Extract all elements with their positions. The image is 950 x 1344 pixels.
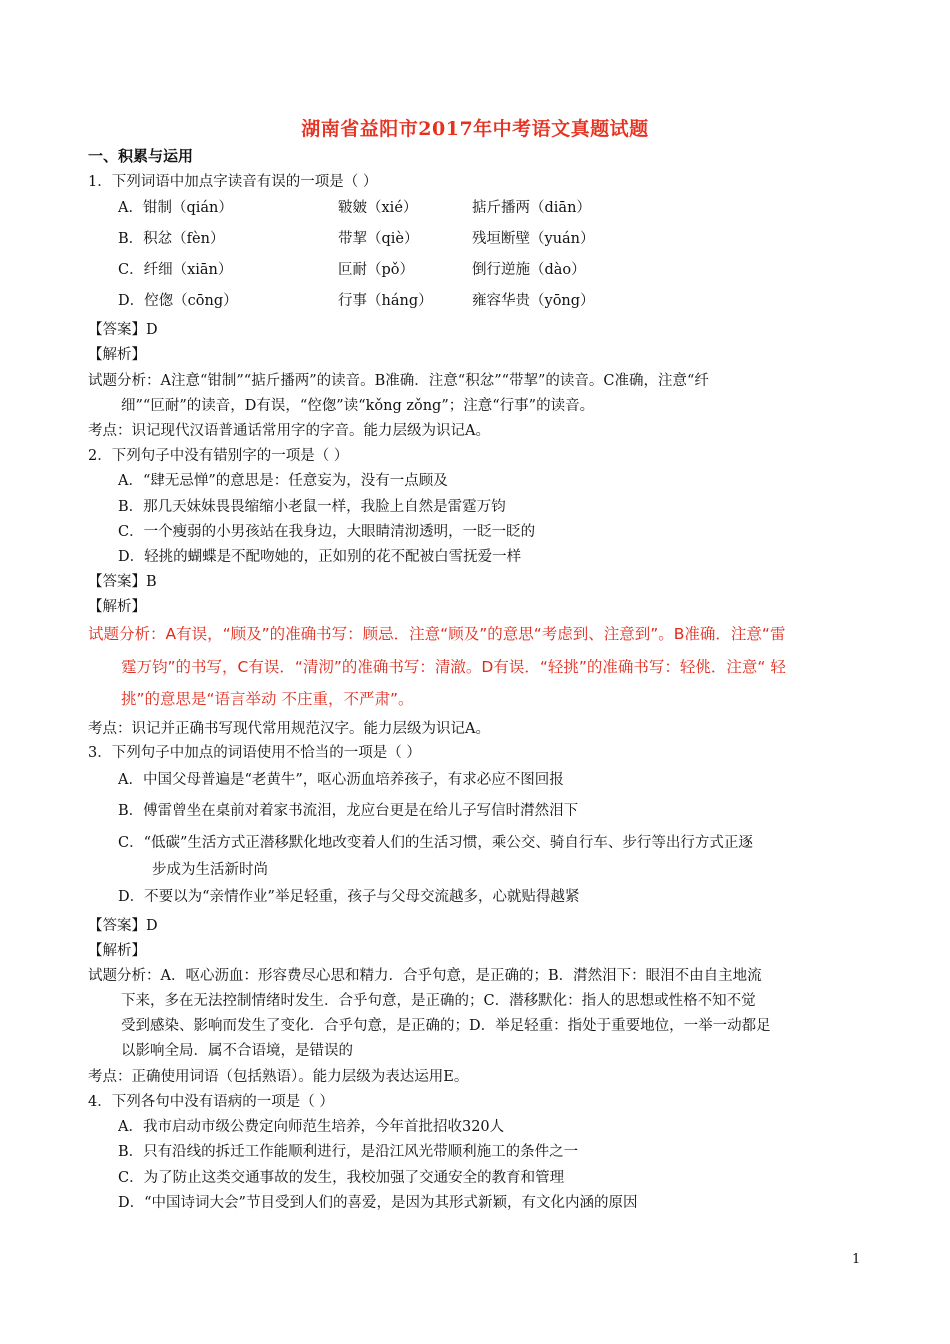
question-3-analysis-line: 以影响全局．属不合语境，是错误的 <box>121 1043 353 1059</box>
question-1-option-d-col3: 雍容华贵（yōng） <box>472 293 595 309</box>
section-heading: 一、积累与运用 <box>88 147 194 165</box>
question-1-option-a-col1: A．钳制（qián） <box>118 200 233 216</box>
question-2-analysis-tag: 【解析】 <box>88 599 146 615</box>
question-1-analysis-line: 试题分析：A注意“钳制”“掂斤播两”的读音。B准确．注意“积忿”“带挈”的读音。C准确，注意“纤 <box>88 373 709 389</box>
question-2-answer: 【答案】B <box>88 574 157 590</box>
question-2-analysis-line: 霆万钧”的书写，C有误．“清沏”的准确书写：清澈。D有误．“轻挑”的准确书写：轻佻．注意“ 轻 <box>121 658 786 676</box>
question-3-kaodian: 考点：正确使用词语（包括熟语）。能力层级为表达运用E。 <box>88 1069 469 1085</box>
question-1-option-a-col2: 皲皴（xié） <box>338 200 418 216</box>
question-1-option-c-col3: 倒行逆施（dào） <box>472 262 586 278</box>
question-1-kaodian: 考点：识记现代汉语普通话常用字的字音。能力层级为识记A。 <box>88 423 490 439</box>
question-4-option-a: A．我市启动市级公费定向师范生培养，今年首批招收320人 <box>118 1119 505 1135</box>
question-1-option-b-col1: B．积忿（fèn） <box>118 231 225 247</box>
question-4-option-c: C．为了防止这类交通事故的发生，我校加强了交通安全的教育和管理 <box>118 1170 565 1186</box>
question-3-option-c: C．“低碳”生活方式正潜移默化地改变着人们的生活习惯，乘公交、骑自行车、步行等出行方式正逐 <box>118 835 753 851</box>
question-1-option-c-col1: C．纤细（xiān） <box>118 262 233 278</box>
question-3-stem: 3．下列句子中加点的词语使用不恰当的一项是（ ） <box>88 745 421 761</box>
question-1-option-d-col2: 行事（háng） <box>338 293 433 309</box>
question-3-option-d: D．不要以为“亲情作业”举足轻重，孩子与父母交流越多，心就贴得越紧 <box>118 889 580 905</box>
question-3-analysis-line: 下来，多在无法控制情绪时发生．合乎句意，是正确的；C．潜移默化：指人的思想或性格不知不觉 <box>121 993 756 1009</box>
question-4-option-d: D．“中国诗词大会”节目受到人们的喜爱，是因为其形式新颖，有文化内涵的原因 <box>118 1195 638 1211</box>
question-1-option-b-col3: 残垣断壁（yuán） <box>472 231 595 247</box>
question-1-option-d-col1: D．倥偬（cōng） <box>118 293 238 309</box>
question-2-option-b: B．那几天妹妹畏畏缩缩小老鼠一样，我脸上自然是雷霆万钧 <box>118 499 506 515</box>
question-1-option-c-col2: 叵耐（pǒ） <box>338 262 415 278</box>
question-2-stem: 2．下列句子中没有错别字的一项是（ ） <box>88 448 349 464</box>
question-4-stem: 4．下列各句中没有语病的一项是（ ） <box>88 1094 334 1110</box>
question-2-option-a: A．“肆无忌惮”的意思是：任意妄为，没有一点顾及 <box>118 473 448 489</box>
question-3-option-c-cont: 步成为生活新时尚 <box>152 862 268 878</box>
question-3-analysis-tag: 【解析】 <box>88 943 146 959</box>
question-3-answer: 【答案】D <box>88 918 158 934</box>
question-2-analysis-line: 挑”的意思是“语言举动 不庄重，不严肃”。 <box>121 690 414 708</box>
question-1-option-b-col2: 带挈（qiè） <box>338 231 419 247</box>
question-4-option-b: B．只有沿线的拆迁工作能顺利进行，是沿江风光带顺利施工的条件之一 <box>118 1144 579 1160</box>
question-1-stem: 1．下列词语中加点字读音有误的一项是（ ） <box>88 174 378 190</box>
question-3-option-a: A．中国父母普遍是“老黄牛”，呕心沥血培养孩子，有求必应不图回报 <box>118 772 564 788</box>
page-title: 湖南省益阳市2017年中考语文真题试题 <box>301 118 649 140</box>
page-number: 1 <box>852 1252 861 1267</box>
question-2-analysis-line: 试题分析：A有误，“顾及”的准确书写：顾忌．注意“顾及”的意思“考虑到、注意到”。B准确．注意“雷 <box>88 625 786 643</box>
question-2-option-d: D．轻挑的蝴蝶是不配吻她的，正如别的花不配被白雪抚爱一样 <box>118 549 522 565</box>
question-1-analysis-tag: 【解析】 <box>88 347 146 363</box>
question-3-option-b: B．傅雷曾坐在桌前对着家书流泪，龙应台更是在给儿子写信时潸然泪下 <box>118 803 579 819</box>
question-3-analysis-line: 试题分析：A．呕心沥血：形容费尽心思和精力．合乎句意，是正确的；B．潸然泪下：眼泪不由自主地流 <box>88 968 762 984</box>
question-3-analysis-line: 受到感染、影响而发生了变化．合乎句意，是正确的；D．举足轻重：指处于重要地位，一举一动都足 <box>121 1018 771 1034</box>
question-2-option-c: C．一个瘦弱的小男孩站在我身边，大眼睛清沏透明，一眨一眨的 <box>118 524 536 540</box>
question-1-option-a-col3: 掂斤播两（diān） <box>472 200 591 216</box>
question-1-answer: 【答案】D <box>88 322 158 338</box>
question-1-analysis-line: 细”“叵耐”的读音，D有误，“倥偬”读“kǒng zǒng”；注意“行事”的读音。 <box>121 398 595 414</box>
question-2-kaodian: 考点：识记并正确书写现代常用规范汉字。能力层级为识记A。 <box>88 721 490 737</box>
